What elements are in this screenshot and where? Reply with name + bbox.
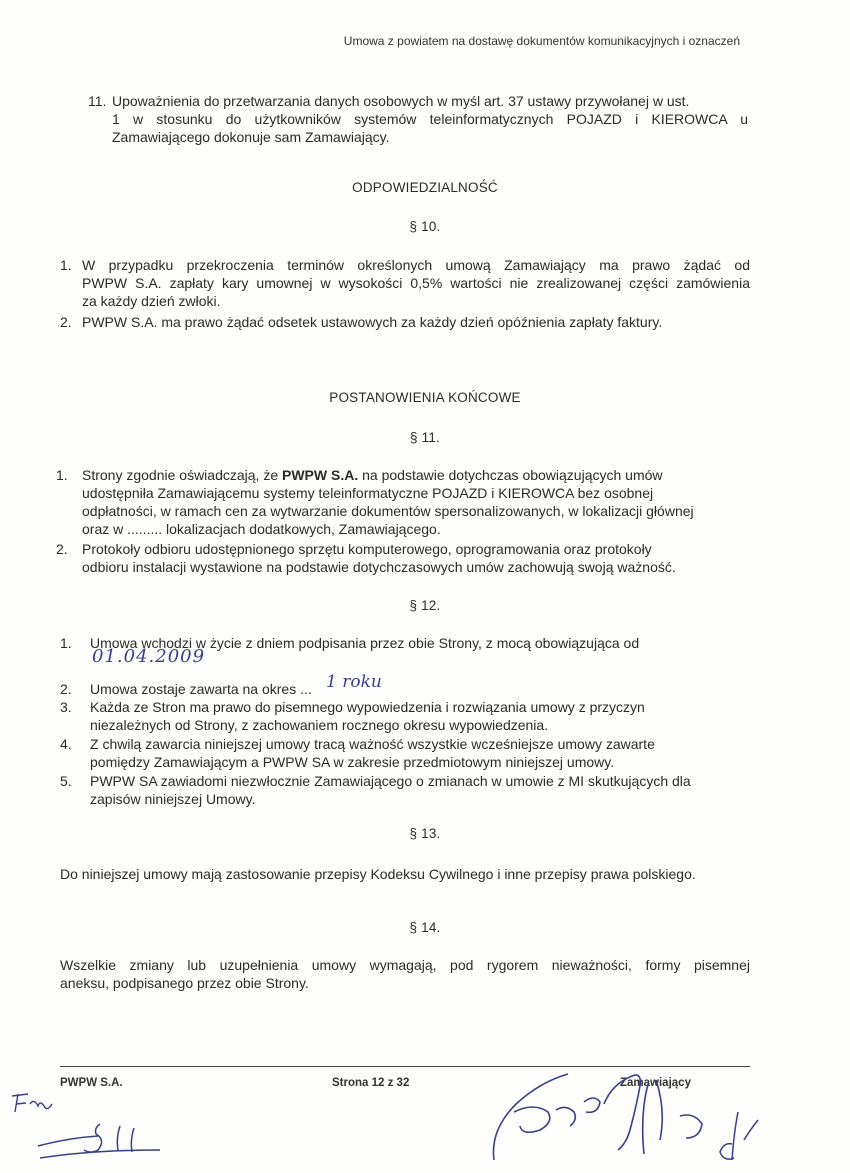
text-line: pomiędzy Zamawiającym a PWPW SA w zakresie przedmiotowym niniejszej umowy.	[90, 754, 615, 770]
text-line: Z chwilą zawarcia niniejszej umowy tracą ważność wszystkie wcześniejsze umowy zawarte	[90, 736, 655, 752]
item-number: 3.	[60, 699, 72, 715]
item-number: 2.	[56, 541, 68, 557]
list-item-11	[88, 92, 748, 148]
footer-left-party: PWPW S.A.	[60, 1077, 123, 1089]
text-line: W przypadku przekroczenia terminów określonych umową Zamawiający ma prawo żądać od	[82, 257, 750, 273]
text-line: Każda ze Stron ma prawo do pisemnego wypowiedzenia i rozwiązania umowy z przyczyn	[90, 699, 645, 715]
list-item-11-2	[56, 540, 750, 578]
item-number: 4.	[60, 736, 72, 752]
list-item-10-2	[60, 313, 750, 333]
text-line: Zamawiającego dokonuje sam Zamawiający.	[112, 129, 390, 145]
page-header: Umowa z powiatem na dostawę dokumentów komunikacyjnych i oznaczeń	[343, 34, 740, 48]
section-title-final-provisions: POSTANOWIENIA KOŃCOWE	[329, 390, 521, 405]
paragraph-12-heading: § 12.	[409, 598, 441, 613]
item-number: 2.	[60, 314, 72, 330]
paragraph-13-text: Do niniejszej umowy mają zastosowanie przepisy Kodeksu Cywilnego i inne przepisy prawa polskiego.	[60, 866, 696, 882]
text-line: niezależnych od Strony, z zachowaniem rocznego okresu wypowiedzenia.	[90, 717, 549, 733]
text-line: oraz w ......... lokalizacjach dodatkowych, Zamawiającego.	[82, 521, 441, 537]
section-title-responsibility: ODPOWIEDZIALNOŚĆ	[352, 180, 498, 195]
paragraph-11-heading: § 11.	[409, 430, 441, 445]
item-number: 2.	[60, 681, 72, 697]
item-text	[82, 540, 750, 576]
text-line: 1 w stosunku do użytkowników systemów teleinformatycznych POJAZD i KIEROWCA u	[112, 111, 748, 127]
company-name-bold: PWPW S.A.	[282, 467, 359, 483]
footer-right-party: Zamawiający	[620, 1077, 691, 1089]
text-line: odbioru instalacji wystawione na podstawie dotychczasowych umów zachowują swoją ważność.	[82, 559, 676, 575]
item-number: 1.	[60, 635, 72, 651]
handwritten-effective-date: 01.04.2009	[92, 646, 206, 667]
item-number: 1.	[56, 467, 68, 483]
item-text	[112, 92, 748, 146]
handwritten-signature-left	[30, 1116, 170, 1166]
item-text	[90, 735, 750, 771]
paragraph-13-heading: § 13.	[409, 826, 441, 841]
list-item-11-1	[56, 466, 750, 540]
paragraph-14-heading: § 14.	[409, 920, 441, 935]
item-text: PWPW S.A. ma prawo żądać odsetek ustawowych za każdy dzień opóźnienia zapłaty faktury.	[82, 314, 663, 330]
text-line: zapisów niniejszej Umowy.	[90, 791, 256, 807]
item-text	[90, 772, 750, 808]
paragraph-10-heading: § 10.	[409, 219, 441, 234]
list-item-10-1	[60, 256, 750, 312]
text-line: za każdy dzień zwłoki.	[82, 293, 221, 309]
item-text	[82, 466, 750, 538]
item-text: Umowa wchodzi w życie z dniem podpisania przez obie Strony, z mocą obowiązująca od	[90, 635, 640, 651]
item-text	[82, 256, 750, 310]
item-text	[90, 698, 750, 734]
handwritten-contract-term: 1 roku	[326, 672, 382, 692]
item-number: 5.	[60, 773, 72, 789]
text-fragment: na podstawie dotychczas obowiązujących umów	[358, 467, 663, 483]
text-line: udostępniła Zamawiającemu systemy teleinformatyczne POJAZD i KIEROWCA bez osobnej	[82, 485, 654, 501]
list-item-12-5	[60, 772, 750, 810]
text-line: aneksu, podpisanego przez obie Strony.	[60, 975, 309, 991]
list-item-12-4	[60, 735, 750, 773]
paragraph-14-text	[60, 956, 750, 992]
text-line: odpłatności, w ramach cen za wytwarzanie dokumentów spersonalizowanych, w lokalizacji głównej	[82, 503, 694, 519]
text-fragment: Strony zgodnie oświadczają, że	[82, 467, 282, 483]
handwritten-signature-right	[480, 1064, 790, 1170]
item-number: 1.	[60, 257, 72, 273]
item-number: 11.	[88, 93, 107, 109]
list-item-12-3	[60, 698, 750, 736]
text-line: PWPW S.A. zapłaty kary umownej w wysokości 0,5% wartości nie zrealizowanej części zamówienia	[82, 275, 750, 291]
text-line	[82, 466, 750, 484]
text-line: PWPW SA zawiadomi niezwłocznie Zamawiającego o zmianach w umowie z MI skutkujących dla	[90, 773, 691, 789]
item-text: Umowa zostaje zawarta na okres ...	[90, 681, 312, 697]
text-line: Wszelkie zmiany lub uzupełnienia umowy wymagają, pod rygorem nieważności, formy pisemnej	[60, 957, 750, 973]
text-line: Protokoły odbioru udostępnionego sprzętu komputerowego, oprogramowania oraz protokoły	[82, 541, 652, 557]
footer-page-number: Strona 12 z 32	[332, 1077, 410, 1089]
list-item-12-2	[60, 680, 750, 700]
text-line: Upoważnienia do przetwarzania danych osobowych w myśl art. 37 ustawy przywołanej w ust.	[112, 93, 690, 109]
